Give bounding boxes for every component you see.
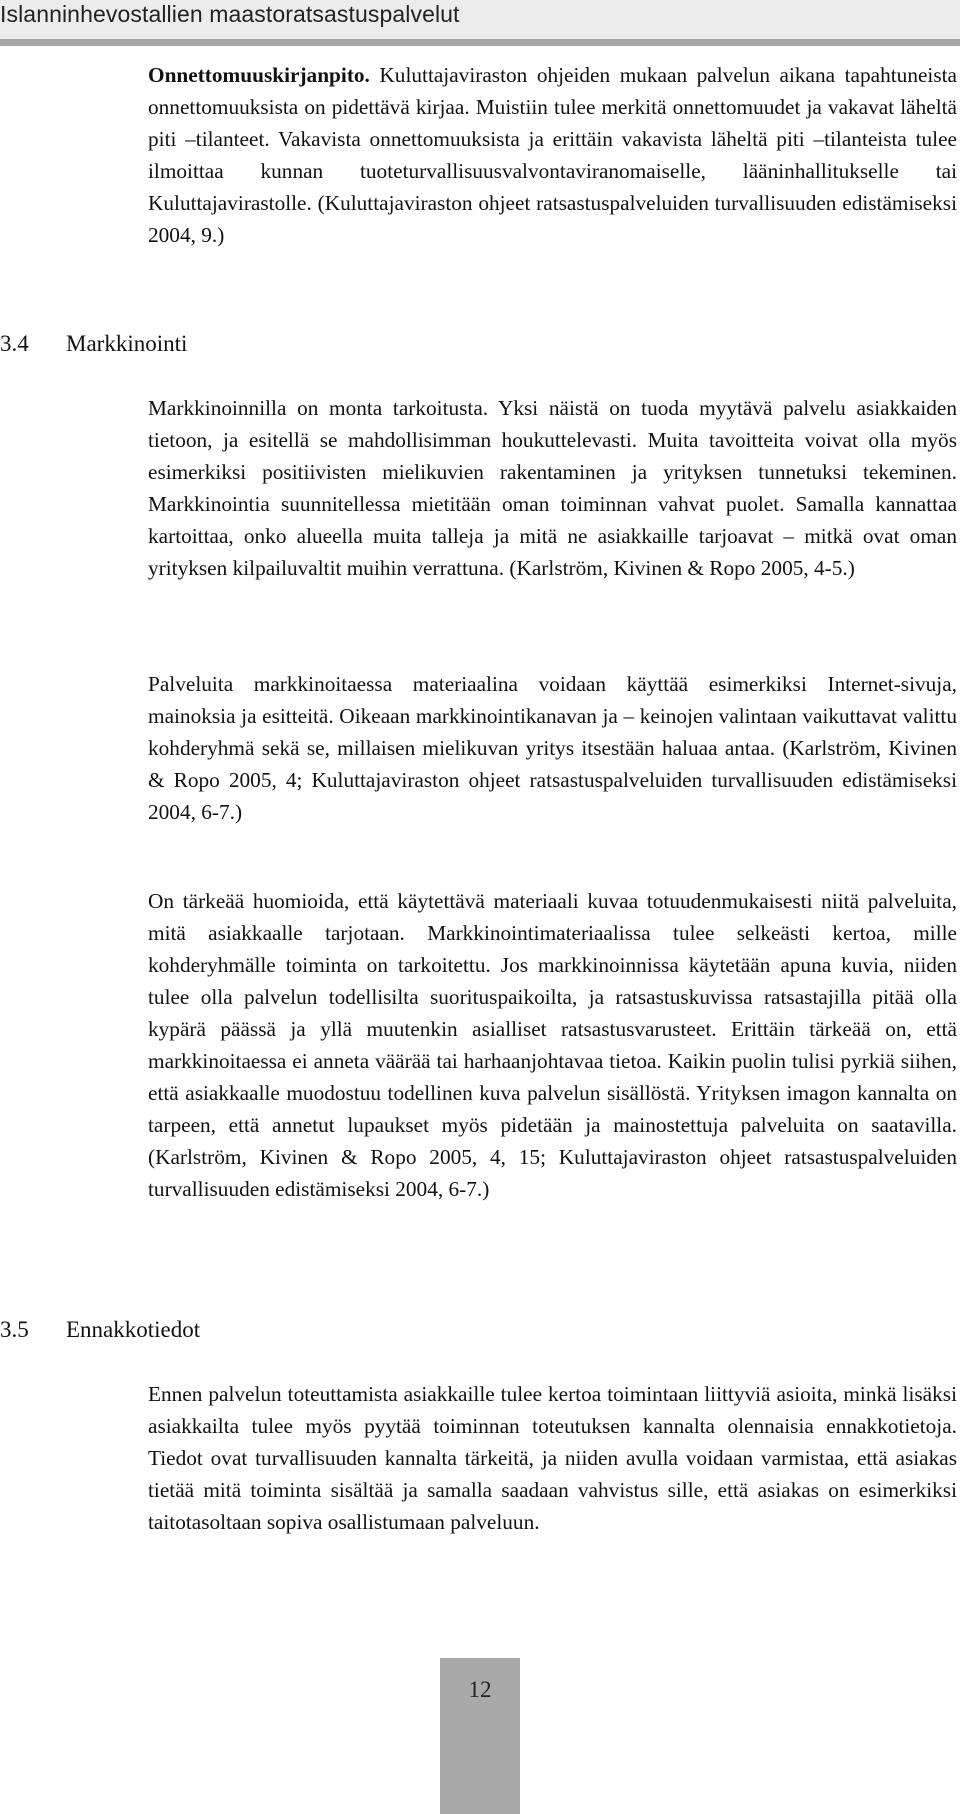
page-number-box <box>440 1658 520 1814</box>
section-number: 3.5 <box>0 1317 29 1342</box>
paragraph-markkinointi-3: On tärkeää huomioida, että käytettävä materiaali kuvaa totuudenmukaisesti niitä palveluita, mitä asiakkaalle tarjotaan. Markkinointimateriaalissa tulee selkeästi kertoa, mille kohderyhmälle toiminta on tarkoitettu. Jos markkinoinnissa käytetään apuna kuvia, niiden tulee olla palvelun todellisilta suorituspaikoilta, ja ratsastuskuvissa ratsastajilla pitää olla kypärä päässä ja yllä muutenkin asialliset ratsastusvarusteet. Erittäin tärkeää on, että markkinoitaessa ei anneta väärää tai harhaanjohtavaa tietoa. Kaikin puolin tulisi pyrkiä siihen, että asiakkaalle muodostuu todellinen kuva palvelun sisällöstä. Yrityksen imagon kannalta on tarpeen, että annetut lupaukset myös pidetään ja mainostettuja palveluita on saatavilla. (Karlström, Kivinen & Ropo 2005, 4, 15; Kuluttajaviraston ohjeet ratsastuspalveluiden turvallisuuden edistämiseksi 2004, 6-7.) <box>148 889 957 1201</box>
paragraph-markkinointi-1: Markkinoinnilla on monta tarkoitusta. Yksi näistä on tuoda myytävä palvelu asiakkaiden tietoon, ja esitellä se mahdollisimman houkuttelevasti. Muita tavoitteita voivat olla myös esimerkiksi positiivisten mielikuvien rakentaminen ja yrityksen tunnetuksi tekeminen. Markkinointia suunnitellessa mietitään oman toiminnan vahvat puolet. Samalla kannattaa kartoittaa, onko alueella muita talleja ja mitä ne asiakkaille tarjoavat – mitkä ovat oman yrityksen kilpailuvaltit muihin verrattuna. (Karlström, Kivinen & Ropo 2005, 4-5.) <box>148 396 957 580</box>
section-title: Markkinointi <box>66 331 188 356</box>
paragraph-onnettomuuskirjanpito <box>148 59 957 251</box>
section-heading-ennakkotiedot <box>0 1314 200 1346</box>
section-title: Ennakkotiedot <box>66 1317 201 1342</box>
paragraph-text: Kuluttajaviraston ohjeiden mukaan palvelun aikana tapahtuneista onnettomuuksista on pidettävä kirjaa. Muistiin tulee merkitä onnettomuudet ja vakavat läheltä piti –tilanteet. Vakavista onnettomuuksista ja erittäin vakavista läheltä piti –tilanteista tulee ilmoittaa kunnan tuoteturvallisuusvalvontaviranomaiselle, lääninhallitukselle tai Kuluttajavirastolle. (Kuluttajaviraston ohjeet ratsastuspalveluiden turvallisuuden edistämiseksi 2004, 9.) <box>148 63 957 247</box>
section-heading-markkinointi <box>0 328 187 360</box>
section-number: 3.4 <box>0 331 29 356</box>
paragraph-lead: Onnettomuuskirjanpito. <box>148 63 370 87</box>
page-number: 12 <box>468 1677 492 1702</box>
paragraph-markkinointi-2: Palveluita markkinoitaessa materiaalina voidaan käyttää esimerkiksi Internet-sivuja, mainoksia ja esitteitä. Oikeaan markkinointikanavan ja – keinojen valintaan vaikuttavat valittu kohderyhmä sekä se, millaisen mielikuvan yritys itsestään haluaa antaa. (Karlström, Kivinen & Ropo 2005, 4; Kuluttajaviraston ohjeet ratsastuspalveluiden turvallisuuden edistämiseksi 2004, 6-7.) <box>148 672 957 824</box>
document-title: Islanninhevostallien maastoratsastuspalvelut <box>0 1 460 27</box>
running-header <box>0 0 960 46</box>
paragraph-ennakkotiedot-1: Ennen palvelun toteuttamista asiakkaille tulee kertoa toimintaan liittyviä asioita, minkä lisäksi asiakkailta tulee myös pyytää toiminnan toteutuksen kannalta olennaisia ennakkotietoja. Tiedot ovat turvallisuuden kannalta tärkeitä, ja niiden avulla voidaan varmistaa, että asiakas tietää mitä toiminta sisältää ja samalla saadaan vahvistus sille, että asiakas on esimerkiksi taitotasoltaan sopiva osallistumaan palveluun. <box>148 1382 957 1534</box>
